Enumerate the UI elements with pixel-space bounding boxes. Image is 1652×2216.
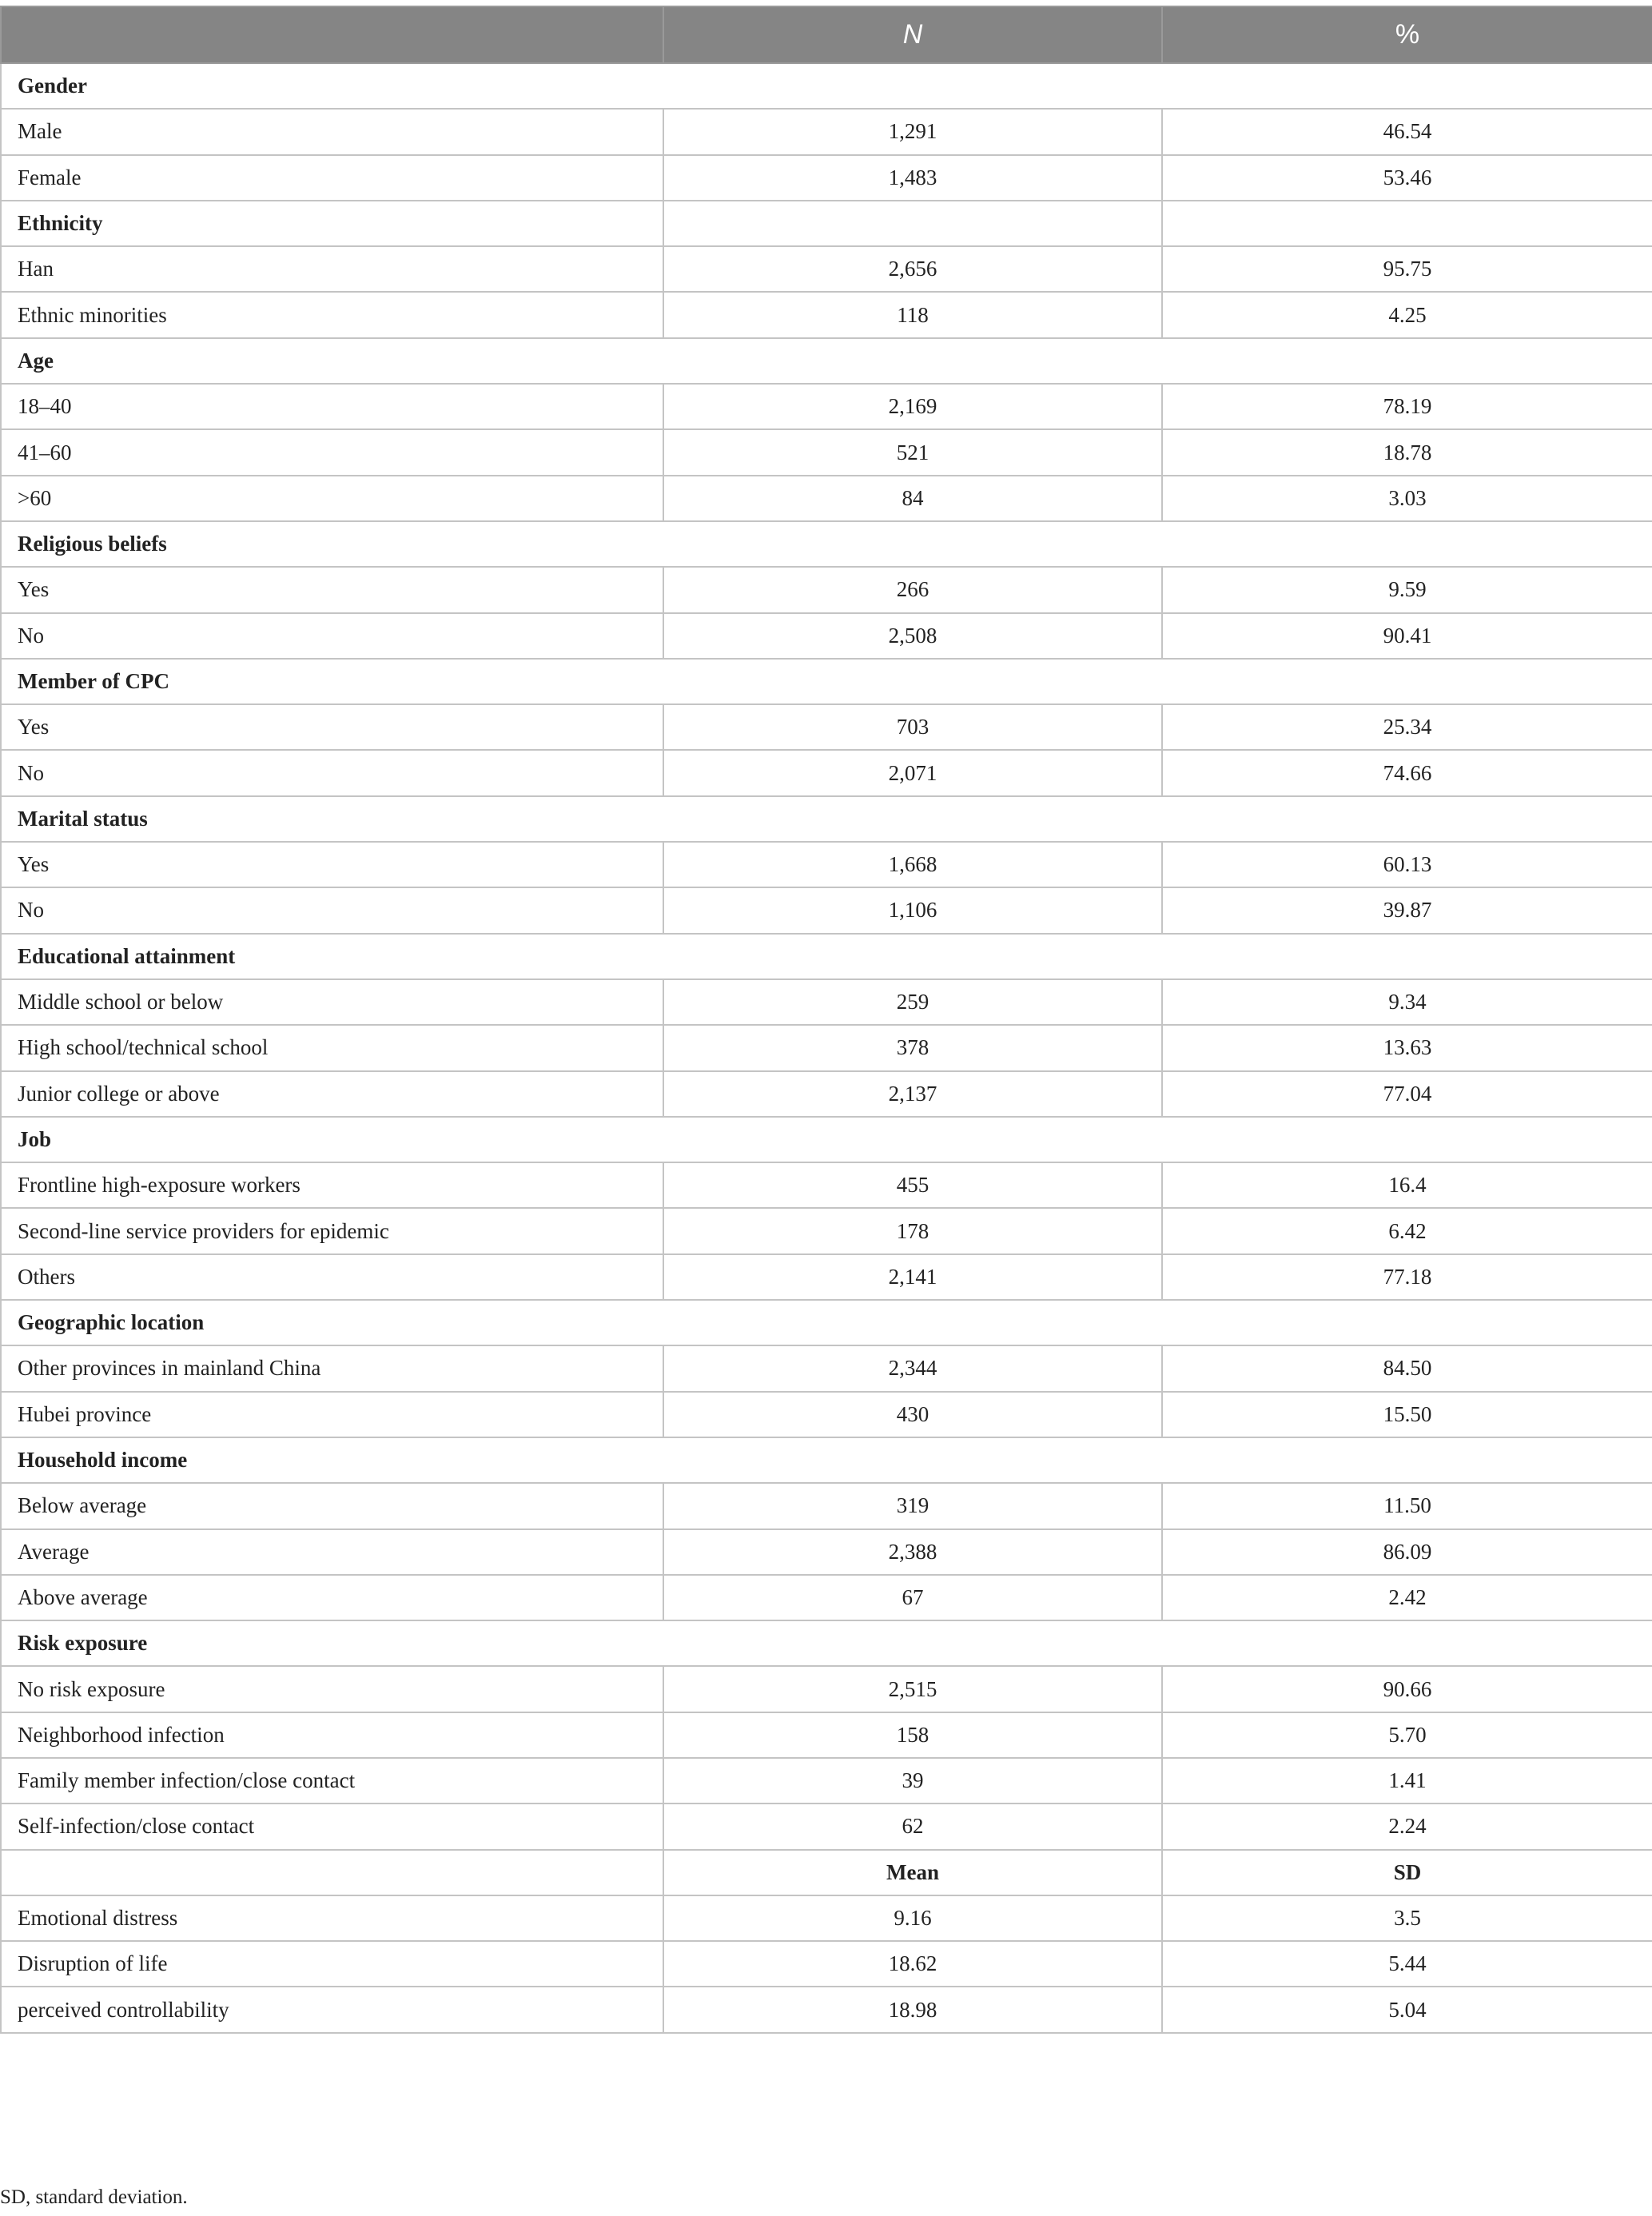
row-count: 2,169 xyxy=(663,384,1162,429)
row-percent: 5.70 xyxy=(1162,1712,1652,1758)
row-label: 41–60 xyxy=(1,429,663,475)
row-label: Other provinces in mainland China xyxy=(1,1345,663,1391)
row-label: Ethnic minorities xyxy=(1,292,663,337)
row-label: Others xyxy=(1,1254,663,1300)
row-count: 455 xyxy=(663,1162,1162,1208)
row-count: 259 xyxy=(663,979,1162,1025)
subheader-label-cell xyxy=(1,1850,663,1895)
subheader-sd: SD xyxy=(1162,1850,1652,1895)
row-percent: 60.13 xyxy=(1162,842,1652,887)
row-count: 2,388 xyxy=(663,1529,1162,1575)
row-mean: 18.98 xyxy=(663,1987,1162,2032)
table-body xyxy=(1,63,1652,2033)
row-count: 521 xyxy=(663,429,1162,475)
row-percent: 84.50 xyxy=(1162,1345,1652,1391)
section-title: Ethnicity xyxy=(1,201,663,246)
section-title: Marital status xyxy=(1,796,1652,842)
row-label: Family member infection/close contact xyxy=(1,1758,663,1803)
row-percent: 25.34 xyxy=(1162,704,1652,750)
row-label: Middle school or below xyxy=(1,979,663,1025)
row-count: 430 xyxy=(663,1392,1162,1437)
table-row xyxy=(1,246,1652,292)
row-percent: 9.59 xyxy=(1162,567,1652,612)
header-row xyxy=(1,6,1652,63)
row-percent: 39.87 xyxy=(1162,887,1652,933)
section-header-row xyxy=(1,796,1652,842)
section-title: Educational attainment xyxy=(1,934,1652,979)
row-label: Below average xyxy=(1,1483,663,1528)
row-percent: 9.34 xyxy=(1162,979,1652,1025)
row-count: 118 xyxy=(663,292,1162,337)
row-label: Yes xyxy=(1,567,663,612)
row-label: High school/technical school xyxy=(1,1025,663,1070)
table-row xyxy=(1,1575,1652,1620)
row-count: 703 xyxy=(663,704,1162,750)
row-percent: 18.78 xyxy=(1162,429,1652,475)
row-label: Emotional distress xyxy=(1,1895,663,1941)
row-count: 1,106 xyxy=(663,887,1162,933)
row-count: 84 xyxy=(663,476,1162,521)
table-row xyxy=(1,842,1652,887)
row-percent: 86.09 xyxy=(1162,1529,1652,1575)
row-count: 319 xyxy=(663,1483,1162,1528)
table-row xyxy=(1,1345,1652,1391)
header-percent: % xyxy=(1162,6,1652,63)
section-title: Geographic location xyxy=(1,1300,1652,1345)
table-row xyxy=(1,1025,1652,1070)
row-percent: 95.75 xyxy=(1162,246,1652,292)
table-row xyxy=(1,1712,1652,1758)
row-label: 18–40 xyxy=(1,384,663,429)
row-count: 2,656 xyxy=(663,246,1162,292)
table-footnote: SD, standard deviation. xyxy=(0,2186,188,2208)
table-row xyxy=(1,1208,1652,1253)
row-percent: 15.50 xyxy=(1162,1392,1652,1437)
table-row xyxy=(1,1254,1652,1300)
row-label: No xyxy=(1,887,663,933)
table-row xyxy=(1,1758,1652,1803)
table-row xyxy=(1,1071,1652,1117)
table-row xyxy=(1,292,1652,337)
row-percent: 78.19 xyxy=(1162,384,1652,429)
table-row xyxy=(1,1162,1652,1208)
row-percent: 6.42 xyxy=(1162,1208,1652,1253)
section-header-row xyxy=(1,659,1652,704)
table-row xyxy=(1,155,1652,201)
row-label: Above average xyxy=(1,1575,663,1620)
row-percent: 16.4 xyxy=(1162,1162,1652,1208)
header-n: N xyxy=(663,6,1162,63)
row-label: No risk exposure xyxy=(1,1666,663,1712)
section-title: Gender xyxy=(1,63,1652,109)
section-header-row xyxy=(1,1117,1652,1162)
subheader-row xyxy=(1,1850,1652,1895)
demographics-table-container xyxy=(0,6,1652,2034)
row-percent: 3.03 xyxy=(1162,476,1652,521)
section-title: Age xyxy=(1,338,1652,384)
table-row xyxy=(1,613,1652,659)
table-row xyxy=(1,887,1652,933)
demographics-table xyxy=(0,6,1652,2034)
table-row xyxy=(1,979,1652,1025)
row-label: Female xyxy=(1,155,663,201)
row-percent: 46.54 xyxy=(1162,109,1652,154)
section-header-row xyxy=(1,201,1652,246)
table-row xyxy=(1,704,1652,750)
table-row xyxy=(1,1987,1652,2032)
row-count: 1,291 xyxy=(663,109,1162,154)
row-count: 67 xyxy=(663,1575,1162,1620)
row-percent: 90.41 xyxy=(1162,613,1652,659)
row-label: Yes xyxy=(1,704,663,750)
table-row xyxy=(1,1392,1652,1437)
section-header-row xyxy=(1,1437,1652,1483)
section-empty-cell xyxy=(1162,201,1652,246)
row-label: Average xyxy=(1,1529,663,1575)
section-header-row xyxy=(1,934,1652,979)
row-percent: 74.66 xyxy=(1162,750,1652,795)
section-title: Household income xyxy=(1,1437,1652,1483)
row-count: 378 xyxy=(663,1025,1162,1070)
row-percent: 4.25 xyxy=(1162,292,1652,337)
table-row xyxy=(1,750,1652,795)
row-percent: 1.41 xyxy=(1162,1758,1652,1803)
table-row xyxy=(1,384,1652,429)
row-count: 2,141 xyxy=(663,1254,1162,1300)
row-label: Frontline high-exposure workers xyxy=(1,1162,663,1208)
table-row xyxy=(1,429,1652,475)
row-label: Self-infection/close contact xyxy=(1,1803,663,1849)
row-count: 2,137 xyxy=(663,1071,1162,1117)
table-row xyxy=(1,109,1652,154)
section-header-row xyxy=(1,521,1652,567)
section-title: Job xyxy=(1,1117,1652,1162)
section-title: Religious beliefs xyxy=(1,521,1652,567)
row-label: Hubei province xyxy=(1,1392,663,1437)
subheader-mean: Mean xyxy=(663,1850,1162,1895)
row-label: Second-line service providers for epidemic xyxy=(1,1208,663,1253)
row-sd: 5.04 xyxy=(1162,1987,1652,2032)
row-count: 158 xyxy=(663,1712,1162,1758)
table-row xyxy=(1,567,1652,612)
row-label: Yes xyxy=(1,842,663,887)
row-label: Disruption of life xyxy=(1,1941,663,1987)
table-row xyxy=(1,1529,1652,1575)
row-percent: 53.46 xyxy=(1162,155,1652,201)
row-count: 2,508 xyxy=(663,613,1162,659)
row-count: 1,483 xyxy=(663,155,1162,201)
row-count: 178 xyxy=(663,1208,1162,1253)
table-row xyxy=(1,1666,1652,1712)
row-label: Male xyxy=(1,109,663,154)
row-count: 266 xyxy=(663,567,1162,612)
table-row xyxy=(1,1895,1652,1941)
row-percent: 90.66 xyxy=(1162,1666,1652,1712)
row-label: >60 xyxy=(1,476,663,521)
row-label: No xyxy=(1,750,663,795)
row-percent: 2.42 xyxy=(1162,1575,1652,1620)
section-title: Member of CPC xyxy=(1,659,1652,704)
row-sd: 5.44 xyxy=(1162,1941,1652,1987)
row-percent: 77.04 xyxy=(1162,1071,1652,1117)
row-count: 2,071 xyxy=(663,750,1162,795)
section-header-row xyxy=(1,1620,1652,1666)
row-percent: 2.24 xyxy=(1162,1803,1652,1849)
row-label: perceived controllability xyxy=(1,1987,663,2032)
header-label-cell xyxy=(1,6,663,63)
table-row xyxy=(1,1803,1652,1849)
table-row xyxy=(1,1483,1652,1528)
row-percent: 77.18 xyxy=(1162,1254,1652,1300)
row-label: Neighborhood infection xyxy=(1,1712,663,1758)
row-mean: 9.16 xyxy=(663,1895,1162,1941)
row-mean: 18.62 xyxy=(663,1941,1162,1987)
table-row xyxy=(1,1941,1652,1987)
table-header xyxy=(1,6,1652,63)
row-sd: 3.5 xyxy=(1162,1895,1652,1941)
row-percent: 11.50 xyxy=(1162,1483,1652,1528)
section-header-row xyxy=(1,338,1652,384)
row-label: Junior college or above xyxy=(1,1071,663,1117)
row-label: No xyxy=(1,613,663,659)
row-count: 1,668 xyxy=(663,842,1162,887)
row-count: 2,344 xyxy=(663,1345,1162,1391)
row-count: 2,515 xyxy=(663,1666,1162,1712)
section-header-row xyxy=(1,1300,1652,1345)
row-percent: 13.63 xyxy=(1162,1025,1652,1070)
row-count: 39 xyxy=(663,1758,1162,1803)
section-title: Risk exposure xyxy=(1,1620,1652,1666)
section-header-row xyxy=(1,63,1652,109)
row-count: 62 xyxy=(663,1803,1162,1849)
table-row xyxy=(1,476,1652,521)
section-empty-cell xyxy=(663,201,1162,246)
row-label: Han xyxy=(1,246,663,292)
